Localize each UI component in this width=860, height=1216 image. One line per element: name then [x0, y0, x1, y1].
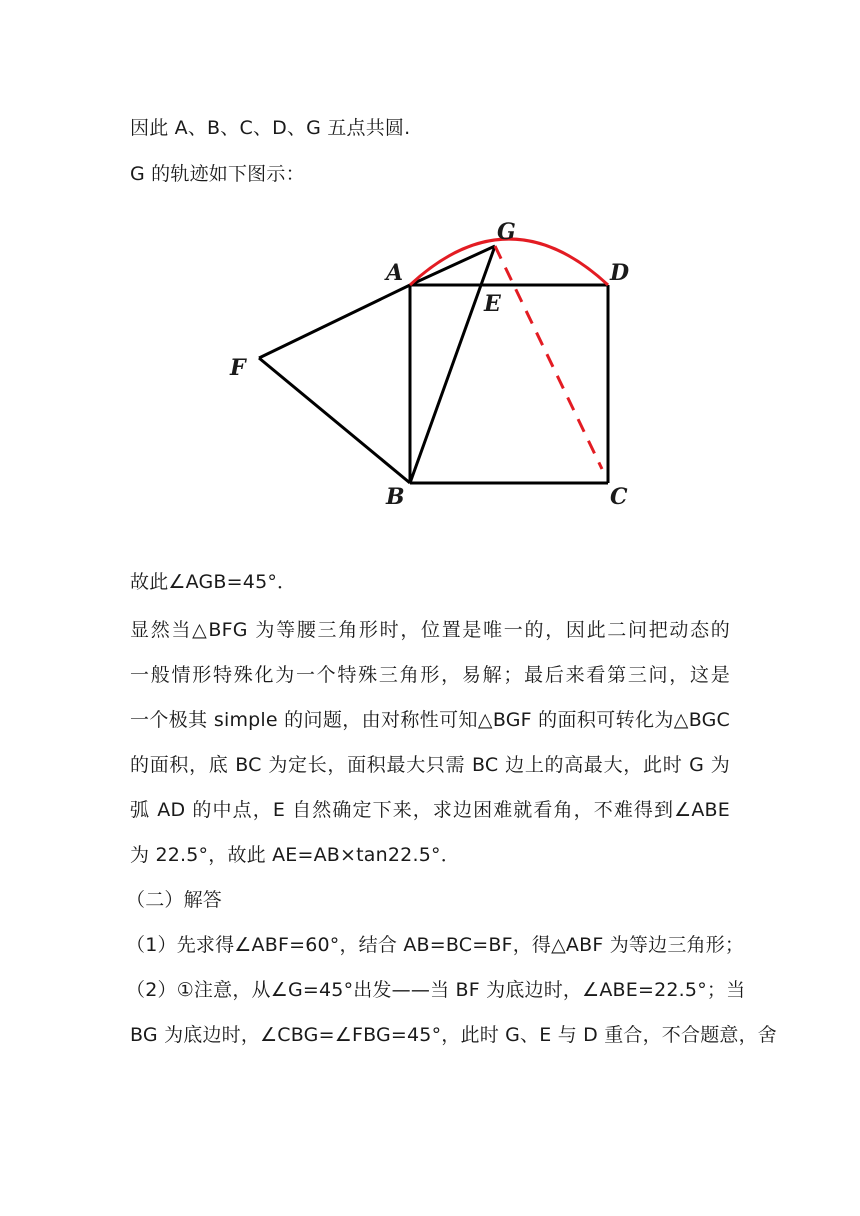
text-line-7: 的面积，底 BC 为定长，面积最大只需 BC 边上的高最大，此时 G 为	[130, 754, 730, 776]
segment-FB	[259, 358, 410, 483]
segment-BG	[410, 246, 495, 483]
label-D: D	[610, 260, 630, 286]
answer-line-1: （1）先求得∠ABF=60°，结合 AB=BC=BF，得△ABF 为等边三角形；	[126, 934, 745, 956]
text-line-6: 一个极其 simple 的问题，由对称性可知△BGF 的面积可转化为△BGC	[130, 709, 730, 731]
section-heading: （二）解答	[126, 889, 223, 911]
geometry-figure	[210, 205, 670, 525]
label-C: C	[610, 484, 628, 510]
text-line-8: 弧 AD 的中点，E 自然确定下来，求边困难就看角，不难得到∠ABE	[130, 799, 730, 821]
label-G: G	[497, 219, 516, 245]
answer-line-2: （2）①注意，从∠G=45°出发——当 BF 为底边时，∠ABE=22.5°；当	[126, 979, 746, 1001]
geometry-svg	[210, 205, 670, 525]
text-line-1: 因此 A、B、C、D、G 五点共圆.	[130, 117, 411, 139]
text-line-9: 为 22.5°，故此 AE=AB×tan22.5°．	[130, 844, 460, 866]
text-line-4: 显然当△BFG 为等腰三角形时，位置是唯一的，因此二问把动态的	[130, 619, 730, 641]
text-line-3: 故此∠AGB=45°．	[130, 571, 297, 593]
label-E: E	[484, 291, 501, 317]
answer-line-3: BG 为底边时，∠CBG=∠FBG=45°，此时 G、E 与 D 重合，不合题意，舍	[130, 1024, 778, 1046]
label-F: F	[230, 355, 246, 381]
label-A: A	[386, 260, 404, 286]
text-line-2: G 的轨迹如下图示：	[130, 163, 305, 185]
segment-AF	[259, 285, 410, 358]
segment-GC-dashed	[495, 246, 602, 469]
text-line-5: 一般情形特殊化为一个特殊三角形，易解；最后来看第三问，这是	[130, 664, 730, 686]
label-B: B	[386, 484, 405, 510]
